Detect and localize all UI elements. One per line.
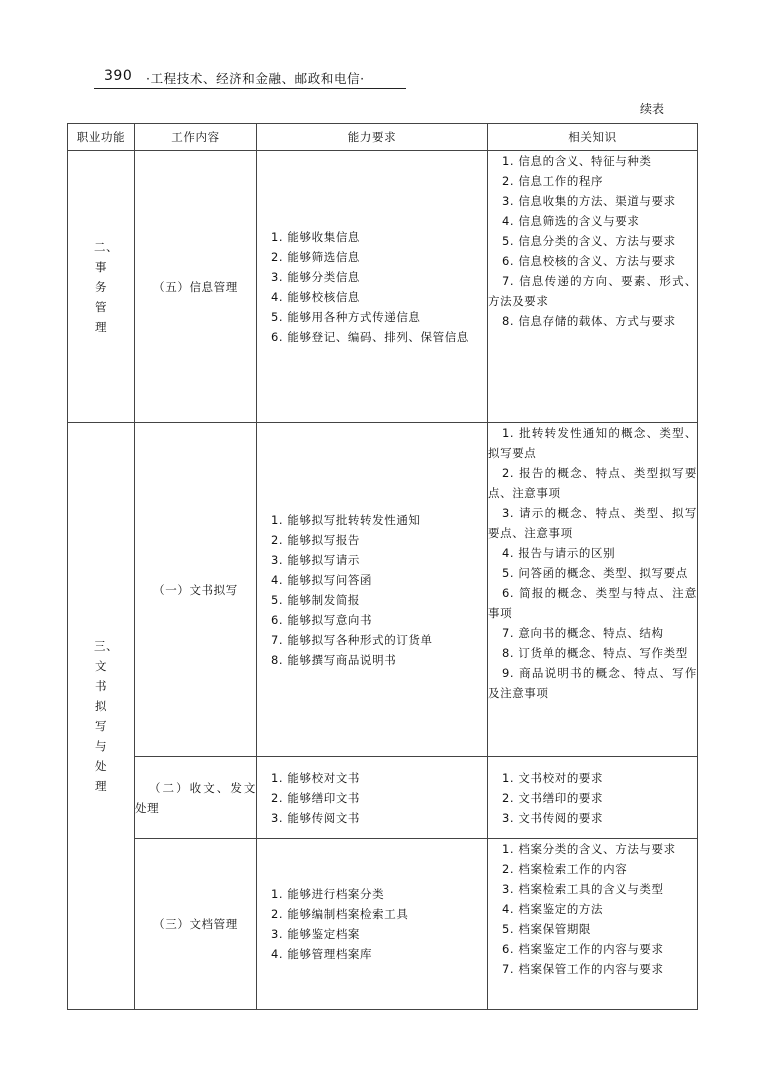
- ability-cell: [257, 151, 488, 423]
- knowledge-item: 7. 信息传递的方向、要素、形式、方法及要求: [488, 274, 697, 308]
- knowledge-item: 9. 商品说明书的概念、特点、写作及注意事项: [488, 666, 697, 700]
- knowledge-item: 2. 信息工作的程序: [502, 174, 604, 188]
- knowledge-cell: [488, 151, 698, 423]
- knowledge-item: 6. 档案鉴定工作的内容与要求: [502, 942, 664, 956]
- ability-item: 1. 能够收集信息: [271, 229, 361, 244]
- knowledge-item: 2. 报告的概念、特点、类型拟写要点、注意事项: [488, 466, 697, 500]
- knowledge-cell: [488, 839, 698, 1010]
- work-cell: [135, 757, 257, 839]
- ability-item: 1. 能够拟写批转转发性通知: [271, 512, 421, 527]
- knowledge-item: 3. 请示的概念、特点、类型、拟写要点、注意事项: [488, 506, 697, 540]
- skills-table: [67, 123, 698, 1010]
- knowledge-item: 7. 意向书的概念、特点、结构: [502, 626, 664, 640]
- ability-item: 8. 能够撰写商品说明书: [271, 652, 397, 667]
- ability-item: 3. 能够鉴定档案: [271, 927, 361, 941]
- knowledge-item: 8. 信息存储的载体、方式与要求: [502, 314, 676, 328]
- knowledge-item: 5. 问答函的概念、类型、拟写要点: [502, 566, 688, 580]
- ability-item: 2. 能够拟写报告: [271, 532, 361, 547]
- column-header-ability: 能力要求: [257, 124, 488, 151]
- knowledge-item: 6. 简报的概念、类型与特点、注意事项: [488, 586, 697, 620]
- work-label: （二）收文、发文处理: [135, 780, 256, 815]
- ability-item: 1. 能够校对文书: [271, 770, 361, 785]
- work-cell: [135, 423, 257, 757]
- ability-cell: [257, 423, 488, 757]
- knowledge-item: 3. 档案检索工具的含义与类型: [502, 882, 664, 896]
- table-header-row: [68, 124, 698, 151]
- ability-item: 4. 能够拟写问答函: [271, 572, 373, 587]
- knowledge-item: 4. 信息筛选的含义与要求: [502, 214, 640, 228]
- knowledge-cell: [488, 423, 698, 757]
- knowledge-item: 4. 档案鉴定的方法: [502, 902, 604, 916]
- table-row: [68, 757, 698, 839]
- work-label: （一）文书拟写: [153, 582, 238, 597]
- function-cell: [68, 151, 135, 423]
- ability-cell: [257, 839, 488, 1010]
- knowledge-cell: [488, 757, 698, 839]
- knowledge-item: 5. 档案保管期限: [502, 922, 592, 936]
- knowledge-item: 1. 批转转发性通知的概念、类型、拟写要点: [488, 426, 697, 460]
- function-cell: [68, 423, 135, 1010]
- table-row: [68, 423, 698, 757]
- ability-item: 6. 能够登记、编码、排列、保管信息: [271, 329, 469, 344]
- work-label: （五）信息管理: [153, 279, 238, 294]
- header-rule: [94, 88, 406, 89]
- function-label: 二、事务管理: [94, 239, 119, 334]
- knowledge-item: 6. 信息校核的含义、方法与要求: [502, 254, 676, 268]
- knowledge-item: 3. 文书传阅的要求: [502, 810, 604, 825]
- work-cell: [135, 839, 257, 1010]
- running-title: ·工程技术、经济和金融、邮政和电信·: [146, 71, 365, 86]
- ability-item: 3. 能够分类信息: [271, 269, 361, 284]
- table-row: [68, 839, 698, 1010]
- knowledge-item: 3. 信息收集的方法、渠道与要求: [502, 194, 676, 208]
- function-label: 三、文书拟写与处理: [94, 639, 119, 793]
- column-header-work: 工作内容: [135, 124, 257, 151]
- column-header-knowledge: 相关知识: [488, 124, 698, 151]
- knowledge-item: 2. 档案检索工作的内容: [502, 862, 628, 876]
- table-row: [68, 151, 698, 423]
- ability-cell: [257, 757, 488, 839]
- page-header: [94, 66, 406, 88]
- ability-item: 5. 能够用各种方式传递信息: [271, 309, 421, 324]
- knowledge-item: 8. 订货单的概念、特点、写作类型: [502, 646, 688, 660]
- ability-item: 4. 能够校核信息: [271, 289, 361, 304]
- continued-label: 续表: [640, 102, 665, 116]
- ability-item: 3. 能够传阅文书: [271, 810, 361, 825]
- column-header-function: 职业功能: [68, 124, 135, 151]
- work-cell: [135, 151, 257, 423]
- knowledge-item: 1. 档案分类的含义、方法与要求: [502, 842, 676, 856]
- knowledge-item: 1. 文书校对的要求: [502, 770, 604, 785]
- ability-item: 2. 能够缮印文书: [271, 790, 361, 805]
- ability-item: 1. 能够进行档案分类: [271, 887, 385, 901]
- knowledge-item: 1. 信息的含义、特征与种类: [502, 154, 652, 168]
- ability-item: 3. 能够拟写请示: [271, 552, 361, 567]
- work-label: （三）文档管理: [153, 917, 238, 931]
- ability-item: 2. 能够筛选信息: [271, 249, 361, 264]
- knowledge-item: 2. 文书缮印的要求: [502, 790, 604, 805]
- knowledge-item: 4. 报告与请示的区别: [502, 546, 616, 560]
- ability-item: 4. 能够管理档案库: [271, 947, 373, 961]
- knowledge-item: 7. 档案保管工作的内容与要求: [502, 962, 664, 976]
- ability-item: 7. 能够拟写各种形式的订货单: [271, 632, 433, 647]
- ability-item: 2. 能够编制档案检索工具: [271, 907, 409, 921]
- page-number: 390: [104, 68, 133, 84]
- knowledge-item: 5. 信息分类的含义、方法与要求: [502, 234, 676, 248]
- ability-item: 6. 能够拟写意向书: [271, 612, 373, 627]
- ability-item: 5. 能够制发简报: [271, 592, 361, 607]
